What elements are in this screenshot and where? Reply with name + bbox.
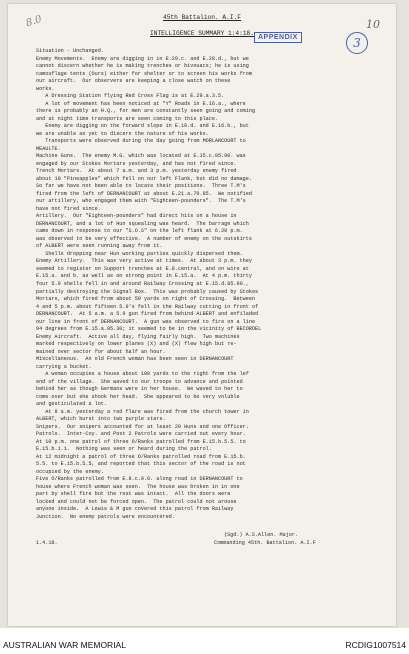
summary-line: A lot of movement has been noticed at "Y" Roads in E.16.a., where: [36, 100, 246, 107]
summary-line: our line in front of DERNANCOURT. A gun was observed to fire on a line: [36, 318, 256, 325]
summary-line: and gesticulated a lot.: [36, 401, 107, 408]
summary-line: A Dressing Station flying Red Cross Flag is at E.29.a.3.5.: [36, 93, 225, 100]
summary-line: Trench Mortars. At about 7 a.m. and 3 p.m. yesterday enemy fired: [36, 168, 237, 175]
summary-line: anyone inside. A Lewis & M gun covered this patrol from Railway: [36, 506, 234, 513]
summary-line: engaged by our Stokes Mortars yesterday, and has not fired since.: [36, 160, 237, 167]
summary-line: Junction. No enemy patrols were encountered.: [36, 513, 175, 520]
summary-line: come over but she shook her head. She appeared to be very voluble: [36, 393, 240, 400]
summary-line: Artillery. Our "Eighteen-pounders" had direct hits on a house in: [36, 213, 237, 220]
summary-line: Enemy are digging on the forward slope in E.10.d. and E.16.b., but: [36, 123, 249, 130]
summary-line: and at night time transports are seen coming to this place.: [36, 115, 219, 122]
summary-line: A woman occupies a house about 100 yards to the right from the lef: [36, 371, 249, 378]
summary-line: partially destroying the Signal Box. This was probably caused by Stokes: [36, 288, 259, 295]
summary-line: end of the village. She waved to our troops to advance and pointed: [36, 378, 243, 385]
summary-line: Mortars, which fired from about 50 yards on right of Crossing. Between: [36, 296, 256, 303]
summary-line: there is probably an H.Q., for men are constantly seen going and coming: [36, 108, 256, 115]
summary-body: [36, 48, 382, 521]
summary-line: four 5.9 shells fell in and around Railway Crossing at E.15.d.85.90.,: [36, 280, 249, 287]
summary-line: Situation - Unchanged.: [36, 48, 104, 54]
summary-line: DERNANCOURT. At 5 a.m. a 5.9 gun fired from behind ALBERT and enfiladed: [36, 311, 259, 318]
summary-line: Patrols. Inter-Coy. and Post 2 Patrols were carried out every hour.: [36, 431, 246, 438]
summary-line: 5.5. to E.15.b.5.5, and reported that this sector of the road is not: [36, 461, 246, 468]
summary-line: 94 degrees from E.15.a.95.30; it seemed to be in the vicinity of BECORDEL: [36, 326, 262, 333]
summary-line: mained over sector for about half an hour.: [36, 348, 166, 355]
summary-line: have not fired since.: [36, 205, 101, 212]
summary-line: house where French woman was seen. The house was broken in in one: [36, 483, 240, 490]
summary-line: Enemy Movements. Enemy are digging in in E.29.c. and E.28.d., but we: [36, 55, 249, 62]
summary-line: cannot discern whether he is making trenches or bivouacs; he is using: [36, 63, 249, 70]
pencil-annotation-top-right: 10: [366, 18, 380, 31]
summary-line: works.: [36, 85, 55, 92]
summary-line: marked respectively on lower planes (X) and (X) flew high but re-: [36, 341, 237, 348]
summary-line: our artillery, who engaged them with "Eighteen-pounders". The T.M's: [36, 198, 246, 205]
summary-line: At 8 a.m. yesterday a red flare was fired from the church tower in: [36, 408, 249, 415]
document-page: [8, 4, 396, 626]
pencil-annotation-top-left: 8.0: [24, 13, 44, 30]
summary-line: E.15.a. and b. as well as on strong point in E.15.a. At 4 p.m. thirty: [36, 273, 252, 280]
summary-line: Enemy Aircraft. Active all day, flying fairly high. Two machines: [36, 333, 240, 340]
summary-line: occupied by the enemy.: [36, 468, 104, 475]
signature-date: 1.4.18.: [36, 540, 58, 546]
summary-line: Enemy Artillery. This was very active at times. At about 3 p.m. they: [36, 258, 252, 265]
summary-line: carrying a bucket.: [36, 363, 92, 370]
summary-line: Transports were observed during the day going from MORLANCOURT to: [36, 138, 246, 145]
summary-line: we are unable as yet to discern the nature of his works.: [36, 130, 209, 137]
archive-footer: [0, 628, 409, 654]
summary-line: was observed to be very effective. A number of enemy on the outskirts: [36, 235, 252, 242]
summary-line: Miscellaneous. An old French woman has been seen in DERNANCOURT: [36, 356, 234, 363]
summary-line: fired from the left of DERNANCOURT at about E.21.a.70.85. We notified: [36, 190, 252, 197]
summary-line: MEAULTE.: [36, 145, 61, 152]
summary-line: locked and could not be forced open. The patrol could not arouse: [36, 498, 237, 505]
summary-line: camouflage tents (Ours) either for shelter or to screen his works from: [36, 70, 252, 77]
summary-line: At 10 p.m. one patrol of three O/Ranks patrolled from E.15.b.5.5. to: [36, 438, 246, 445]
summary-line: our aircraft. Our observers are keeping a close watch on these: [36, 78, 231, 85]
summary-line: about 10 "Pineapples" which fell on our left Flank, but did no damage.: [36, 175, 252, 182]
summary-line: Shells dropping near Hun working parties quickly dispersed them.: [36, 250, 243, 257]
summary-line: 4 and 5 p.m. about fifteen 5.9's fell in the Railway cutting in front of: [36, 303, 259, 310]
summary-line: Snipers. Our snipers accounted for at least 20 Huns and one Officer.: [36, 423, 249, 430]
signature-name: (Sgd.) A.S.Allen. Major.: [224, 532, 299, 538]
summary-line: behind her as though Germans were in her house. We waved to her to: [36, 386, 243, 393]
summary-line: of ALBERT were seen running away from it.: [36, 243, 163, 250]
summary-line: So far we have not been able to locate their positions. Three T.M's: [36, 183, 246, 190]
signature-role: Commanding 45th. Battalion. A.I.F: [214, 540, 316, 546]
archive-name: AUSTRALIAN WAR MEMORIAL: [3, 640, 126, 650]
summary-title: INTELLIGENCE SUMMARY 1:4:18.: [150, 30, 254, 37]
summary-line: part by shell fire but the rest was intact. All the doors were: [36, 491, 231, 498]
summary-line: ALBERT, which burst into two purple stars.: [36, 416, 166, 423]
summary-line: Machine Guns. The enemy M.G. which was located at E.15.c.95.90. was: [36, 153, 246, 160]
summary-line: DERNANCOURT, and a lot of Hun squealing was heard. The barrage which: [36, 220, 249, 227]
summary-line: E.15.b.1.1. Nothing was seen or heard during the patrol.: [36, 446, 212, 453]
summary-line: came down in response to our "S.O.S" on the left flank at 6.20 p.m.: [36, 228, 243, 235]
summary-line: Five O/Ranks patrolled from E.8.c.0.0. along road in DERNANCOURT to: [36, 476, 243, 483]
summary-line: seemed to register on Support trenches at E.8.central, and on wire at: [36, 265, 249, 272]
summary-line: At 12 midnight a patrol of three O/Ranks patrolled road from E.15.b.: [36, 453, 246, 460]
battalion-heading: 45th Battalion. A.I.F: [163, 14, 241, 21]
archive-reference: RCDIG1007514: [345, 640, 406, 650]
circled-appendix-number: 3: [346, 32, 368, 54]
appendix-stamp: APPENDIX: [254, 32, 302, 43]
